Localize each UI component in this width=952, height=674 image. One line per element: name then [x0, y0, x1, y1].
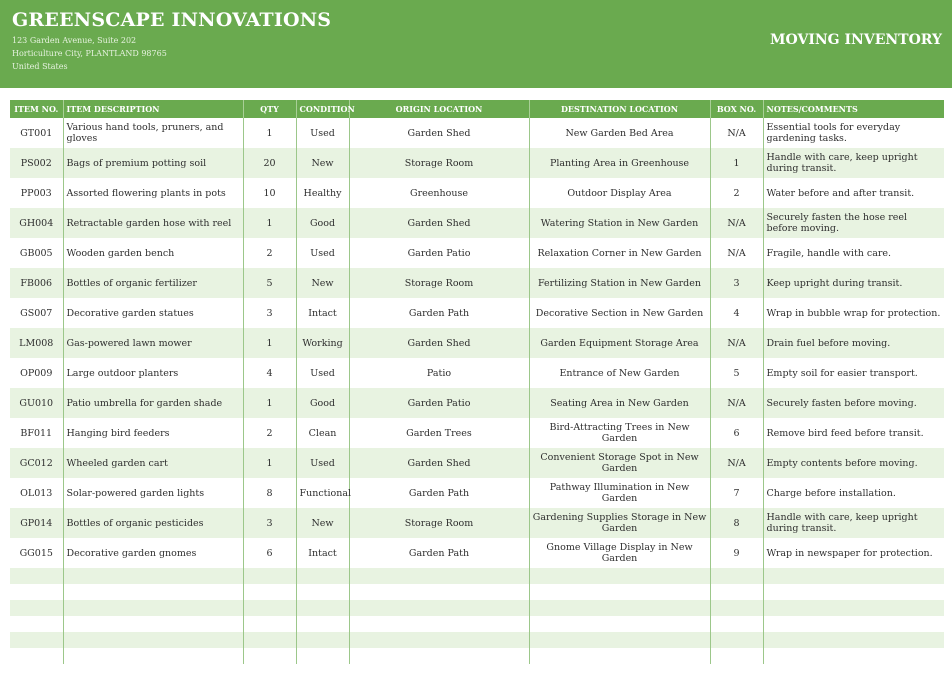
cell-qty: 10: [243, 178, 296, 208]
inventory-table: [10, 100, 944, 664]
cell-origin: Garden Trees: [349, 418, 529, 448]
empty-cell: [710, 616, 763, 632]
empty-cell: [763, 600, 944, 616]
empty-cell: [296, 632, 349, 648]
cell-notes: Charge before installation.: [763, 478, 944, 508]
cell-description: Patio umbrella for garden shade: [63, 388, 243, 418]
cell-box-no: 2: [710, 178, 763, 208]
col-header-item-no: ITEM NO.: [10, 100, 63, 118]
empty-row: [10, 632, 944, 648]
empty-cell: [349, 616, 529, 632]
address-line-3: United States: [12, 62, 68, 71]
col-header-condition: CONDITION: [296, 100, 349, 118]
cell-description: Hanging bird feeders: [63, 418, 243, 448]
cell-qty: 1: [243, 328, 296, 358]
empty-cell: [243, 600, 296, 616]
cell-item-no: GC012: [10, 448, 63, 478]
cell-notes: Fragile, handle with care.: [763, 238, 944, 268]
cell-notes: Empty soil for easier transport.: [763, 358, 944, 388]
cell-box-no: N/A: [710, 448, 763, 478]
col-header-origin: ORIGIN LOCATION: [349, 100, 529, 118]
empty-cell: [243, 632, 296, 648]
empty-cell: [349, 568, 529, 584]
empty-cell: [10, 648, 63, 664]
empty-cell: [63, 568, 243, 584]
cell-box-no: 6: [710, 418, 763, 448]
cell-condition: Good: [296, 208, 349, 238]
empty-cell: [763, 584, 944, 600]
empty-cell: [63, 632, 243, 648]
cell-notes: Remove bird feed before transit.: [763, 418, 944, 448]
cell-item-no: GH004: [10, 208, 63, 238]
cell-destination: Planting Area in Greenhouse: [529, 148, 710, 178]
cell-item-no: GS007: [10, 298, 63, 328]
cell-item-no: GB005: [10, 238, 63, 268]
cell-box-no: 1: [710, 148, 763, 178]
cell-notes: Wrap in bubble wrap for protection.: [763, 298, 944, 328]
cell-description: Solar-powered garden lights: [63, 478, 243, 508]
cell-destination: Relaxation Corner in New Garden: [529, 238, 710, 268]
cell-qty: 4: [243, 358, 296, 388]
cell-qty: 20: [243, 148, 296, 178]
cell-notes: Wrap in newspaper for protection.: [763, 538, 944, 568]
cell-qty: 6: [243, 538, 296, 568]
cell-destination: New Garden Bed Area: [529, 118, 710, 148]
empty-cell: [296, 584, 349, 600]
empty-cell: [349, 584, 529, 600]
empty-cell: [529, 568, 710, 584]
empty-cell: [763, 568, 944, 584]
cell-condition: Used: [296, 358, 349, 388]
cell-item-no: GP014: [10, 508, 63, 538]
table-row: [10, 148, 944, 178]
cell-destination: Outdoor Display Area: [529, 178, 710, 208]
empty-row: [10, 616, 944, 632]
cell-qty: 2: [243, 418, 296, 448]
cell-item-no: GG015: [10, 538, 63, 568]
cell-box-no: 4: [710, 298, 763, 328]
cell-origin: Garden Patio: [349, 238, 529, 268]
cell-box-no: N/A: [710, 328, 763, 358]
cell-box-no: N/A: [710, 118, 763, 148]
cell-origin: Garden Shed: [349, 208, 529, 238]
cell-destination: Pathway Illumination in New Garden: [529, 478, 710, 508]
table-row: [10, 418, 944, 448]
empty-cell: [10, 584, 63, 600]
company-name: GREENSCAPE INNOVATIONS: [12, 9, 332, 31]
cell-item-no: FB006: [10, 268, 63, 298]
table-row: [10, 178, 944, 208]
empty-cell: [63, 584, 243, 600]
cell-qty: 1: [243, 208, 296, 238]
cell-condition: Clean: [296, 418, 349, 448]
cell-description: Bottles of organic pesticides: [63, 508, 243, 538]
cell-qty: 3: [243, 298, 296, 328]
table-row: [10, 478, 944, 508]
cell-box-no: 3: [710, 268, 763, 298]
cell-condition: Used: [296, 118, 349, 148]
address-line-2: Horticulture City, PLANTLAND 98765: [12, 49, 167, 58]
table-row: [10, 448, 944, 478]
empty-cell: [243, 584, 296, 600]
cell-description: Wheeled garden cart: [63, 448, 243, 478]
empty-cell: [763, 648, 944, 664]
empty-cell: [710, 600, 763, 616]
cell-notes: Handle with care, keep upright during transit.: [763, 508, 944, 538]
empty-cell: [529, 616, 710, 632]
cell-box-no: 7: [710, 478, 763, 508]
empty-cell: [710, 568, 763, 584]
cell-qty: 8: [243, 478, 296, 508]
cell-item-no: LM008: [10, 328, 63, 358]
cell-item-no: PP003: [10, 178, 63, 208]
cell-notes: Keep upright during transit.: [763, 268, 944, 298]
cell-condition: New: [296, 508, 349, 538]
cell-item-no: PS002: [10, 148, 63, 178]
cell-box-no: N/A: [710, 208, 763, 238]
cell-qty: 2: [243, 238, 296, 268]
empty-cell: [529, 600, 710, 616]
cell-destination: Watering Station in New Garden: [529, 208, 710, 238]
empty-cell: [710, 632, 763, 648]
header-banner: [0, 0, 952, 88]
cell-destination: Seating Area in New Garden: [529, 388, 710, 418]
empty-cell: [296, 616, 349, 632]
cell-item-no: OL013: [10, 478, 63, 508]
cell-destination: Entrance of New Garden: [529, 358, 710, 388]
table-row: [10, 238, 944, 268]
empty-cell: [296, 568, 349, 584]
document-title: MOVING INVENTORY: [770, 32, 942, 48]
cell-notes: Water before and after transit.: [763, 178, 944, 208]
cell-qty: 1: [243, 448, 296, 478]
cell-description: Retractable garden hose with reel: [63, 208, 243, 238]
empty-cell: [10, 616, 63, 632]
empty-row: [10, 584, 944, 600]
cell-notes: Handle with care, keep upright during transit.: [763, 148, 944, 178]
cell-item-no: GU010: [10, 388, 63, 418]
cell-origin: Garden Patio: [349, 388, 529, 418]
empty-cell: [10, 632, 63, 648]
empty-cell: [10, 568, 63, 584]
empty-cell: [10, 600, 63, 616]
cell-notes: Securely fasten the hose reel before moving.: [763, 208, 944, 238]
col-header-qty: QTY: [243, 100, 296, 118]
table-row: [10, 298, 944, 328]
cell-origin: Greenhouse: [349, 178, 529, 208]
cell-origin: Storage Room: [349, 148, 529, 178]
cell-condition: New: [296, 268, 349, 298]
empty-cell: [349, 632, 529, 648]
cell-condition: Working: [296, 328, 349, 358]
empty-row: [10, 568, 944, 584]
cell-description: Assorted flowering plants in pots: [63, 178, 243, 208]
empty-cell: [529, 584, 710, 600]
cell-description: Gas-powered lawn mower: [63, 328, 243, 358]
cell-condition: Used: [296, 448, 349, 478]
empty-cell: [710, 584, 763, 600]
empty-cell: [243, 648, 296, 664]
empty-row: [10, 648, 944, 664]
table-row: [10, 268, 944, 298]
empty-cell: [763, 616, 944, 632]
cell-box-no: 9: [710, 538, 763, 568]
cell-notes: Drain fuel before moving.: [763, 328, 944, 358]
empty-cell: [243, 568, 296, 584]
empty-cell: [349, 648, 529, 664]
empty-row: [10, 600, 944, 616]
cell-condition: Functional: [296, 478, 349, 508]
cell-origin: Garden Path: [349, 298, 529, 328]
cell-item-no: GT001: [10, 118, 63, 148]
cell-box-no: 8: [710, 508, 763, 538]
table-header-row: [10, 100, 944, 118]
cell-description: Bottles of organic fertilizer: [63, 268, 243, 298]
cell-notes: Essential tools for everyday gardening tasks.: [763, 118, 944, 148]
cell-condition: Intact: [296, 538, 349, 568]
table-row: [10, 388, 944, 418]
cell-qty: 1: [243, 118, 296, 148]
cell-item-no: BF011: [10, 418, 63, 448]
empty-cell: [710, 648, 763, 664]
cell-condition: New: [296, 148, 349, 178]
cell-item-no: OP009: [10, 358, 63, 388]
cell-origin: Garden Shed: [349, 118, 529, 148]
cell-destination: Decorative Section in New Garden: [529, 298, 710, 328]
cell-qty: 5: [243, 268, 296, 298]
cell-origin: Patio: [349, 358, 529, 388]
empty-cell: [529, 648, 710, 664]
cell-box-no: N/A: [710, 238, 763, 268]
cell-box-no: N/A: [710, 388, 763, 418]
cell-condition: Intact: [296, 298, 349, 328]
cell-description: Decorative garden statues: [63, 298, 243, 328]
cell-destination: Gardening Supplies Storage in New Garden: [529, 508, 710, 538]
table-row: [10, 118, 944, 148]
col-header-description: ITEM DESCRIPTION: [63, 100, 243, 118]
empty-cell: [763, 632, 944, 648]
cell-origin: Garden Shed: [349, 448, 529, 478]
cell-destination: Bird-Attracting Trees in New Garden: [529, 418, 710, 448]
empty-cell: [349, 600, 529, 616]
cell-description: Various hand tools, pruners, and gloves: [63, 118, 243, 148]
cell-destination: Garden Equipment Storage Area: [529, 328, 710, 358]
cell-destination: Gnome Village Display in New Garden: [529, 538, 710, 568]
cell-origin: Garden Shed: [349, 328, 529, 358]
cell-description: Large outdoor planters: [63, 358, 243, 388]
cell-qty: 3: [243, 508, 296, 538]
empty-cell: [296, 600, 349, 616]
empty-cell: [243, 616, 296, 632]
col-header-destination: DESTINATION LOCATION: [529, 100, 710, 118]
col-header-notes: NOTES/COMMENTS: [763, 100, 944, 118]
empty-cell: [296, 648, 349, 664]
cell-origin: Garden Path: [349, 478, 529, 508]
table-row: [10, 538, 944, 568]
cell-description: Decorative garden gnomes: [63, 538, 243, 568]
empty-cell: [63, 648, 243, 664]
table-row: [10, 358, 944, 388]
cell-description: Wooden garden bench: [63, 238, 243, 268]
col-header-box-no: BOX NO.: [710, 100, 763, 118]
table-row: [10, 328, 944, 358]
cell-description: Bags of premium potting soil: [63, 148, 243, 178]
empty-cell: [63, 600, 243, 616]
empty-cell: [63, 616, 243, 632]
cell-box-no: 5: [710, 358, 763, 388]
cell-condition: Used: [296, 238, 349, 268]
cell-origin: Storage Room: [349, 508, 529, 538]
cell-condition: Good: [296, 388, 349, 418]
cell-qty: 1: [243, 388, 296, 418]
empty-cell: [529, 632, 710, 648]
cell-condition: Healthy: [296, 178, 349, 208]
table-row: [10, 208, 944, 238]
address-line-1: 123 Garden Avenue, Suite 202: [12, 36, 137, 45]
table-row: [10, 508, 944, 538]
cell-notes: Empty contents before moving.: [763, 448, 944, 478]
cell-origin: Garden Path: [349, 538, 529, 568]
cell-destination: Fertilizing Station in New Garden: [529, 268, 710, 298]
cell-origin: Storage Room: [349, 268, 529, 298]
table-body: [10, 118, 944, 664]
cell-destination: Convenient Storage Spot in New Garden: [529, 448, 710, 478]
cell-notes: Securely fasten before moving.: [763, 388, 944, 418]
